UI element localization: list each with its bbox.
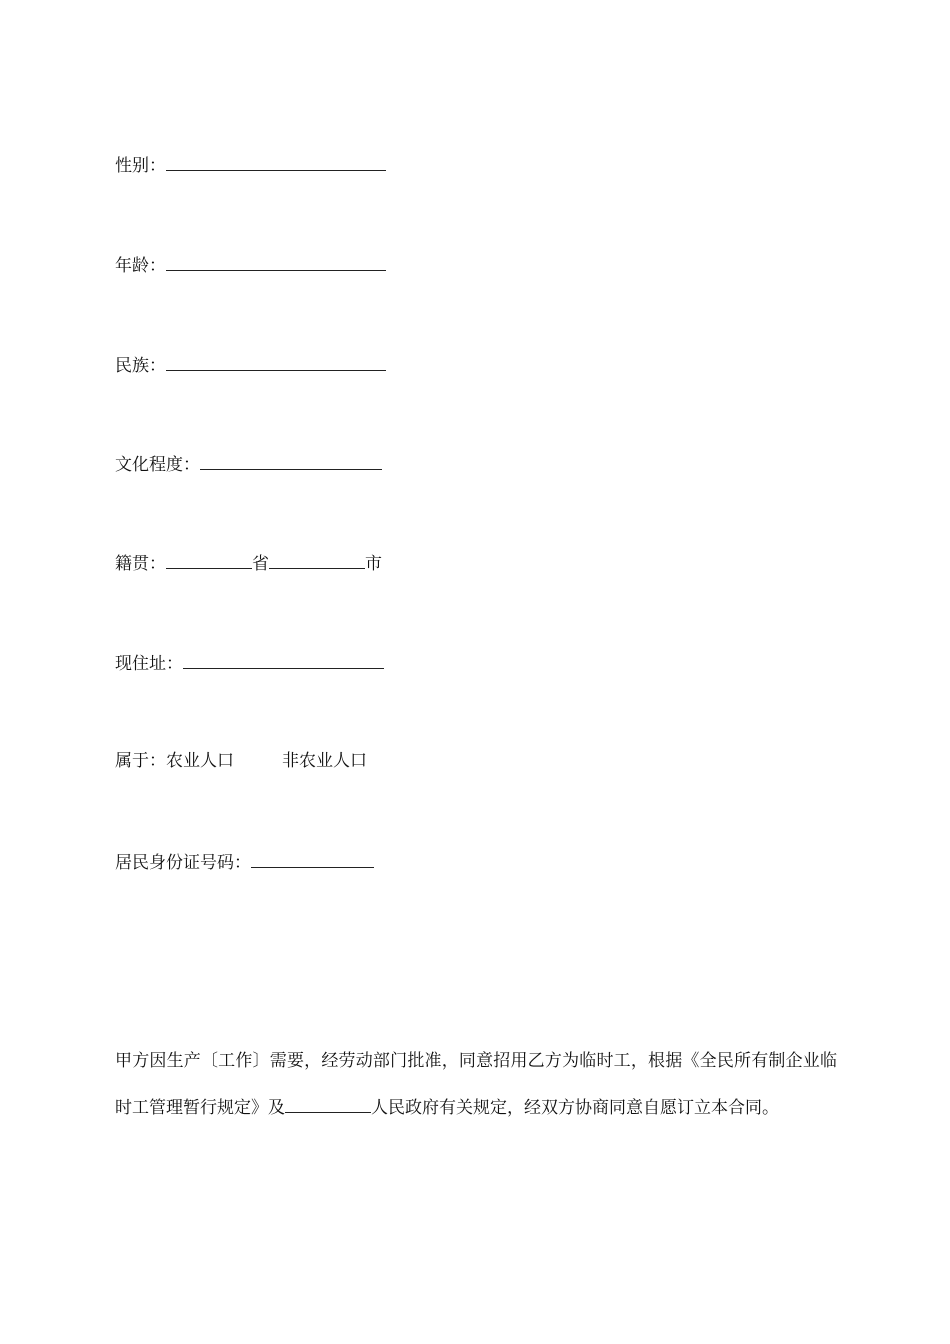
city-label: 市 <box>365 554 382 574</box>
ethnicity-blank[interactable] <box>166 352 386 371</box>
id-blank[interactable] <box>251 849 374 868</box>
province-blank[interactable] <box>166 550 252 569</box>
age-field <box>115 252 386 278</box>
ethnicity-label: 民族： <box>115 356 166 376</box>
non-agricultural-option[interactable]: 非农业人口 <box>282 751 367 771</box>
age-blank[interactable] <box>166 252 386 271</box>
province-label: 省 <box>252 554 269 574</box>
belong-label: 属于： <box>115 751 166 771</box>
residency-field <box>115 749 367 773</box>
education-field <box>115 451 382 477</box>
education-blank[interactable] <box>200 451 382 470</box>
gender-field <box>115 152 386 178</box>
gender-label: 性别： <box>115 156 166 176</box>
native-place-field <box>115 550 382 576</box>
gender-blank[interactable] <box>166 152 386 171</box>
age-label: 年龄： <box>115 256 166 276</box>
contract-paragraph <box>115 1038 837 1132</box>
paragraph-part2: 人民政府有关规定，经双方协商同意自愿订立本合同。 <box>371 1098 779 1118</box>
address-field <box>115 650 384 676</box>
address-label: 现住址： <box>115 654 183 674</box>
address-blank[interactable] <box>183 650 384 669</box>
government-blank[interactable] <box>285 1096 371 1113</box>
native-label: 籍贯： <box>115 554 166 574</box>
paragraph-part1: 甲方因生产〔工作〕需要，经劳动部门批准，同意招用乙方为临时工，根据《全民所有制企业临时工管理暂行规定》及 <box>115 1051 837 1118</box>
city-blank[interactable] <box>269 550 365 569</box>
ethnicity-field <box>115 352 386 378</box>
education-label: 文化程度： <box>115 455 200 475</box>
id-label: 居民身份证号码： <box>115 853 251 873</box>
id-number-field <box>115 849 374 875</box>
agricultural-option[interactable]: 农业人口 <box>166 751 234 771</box>
